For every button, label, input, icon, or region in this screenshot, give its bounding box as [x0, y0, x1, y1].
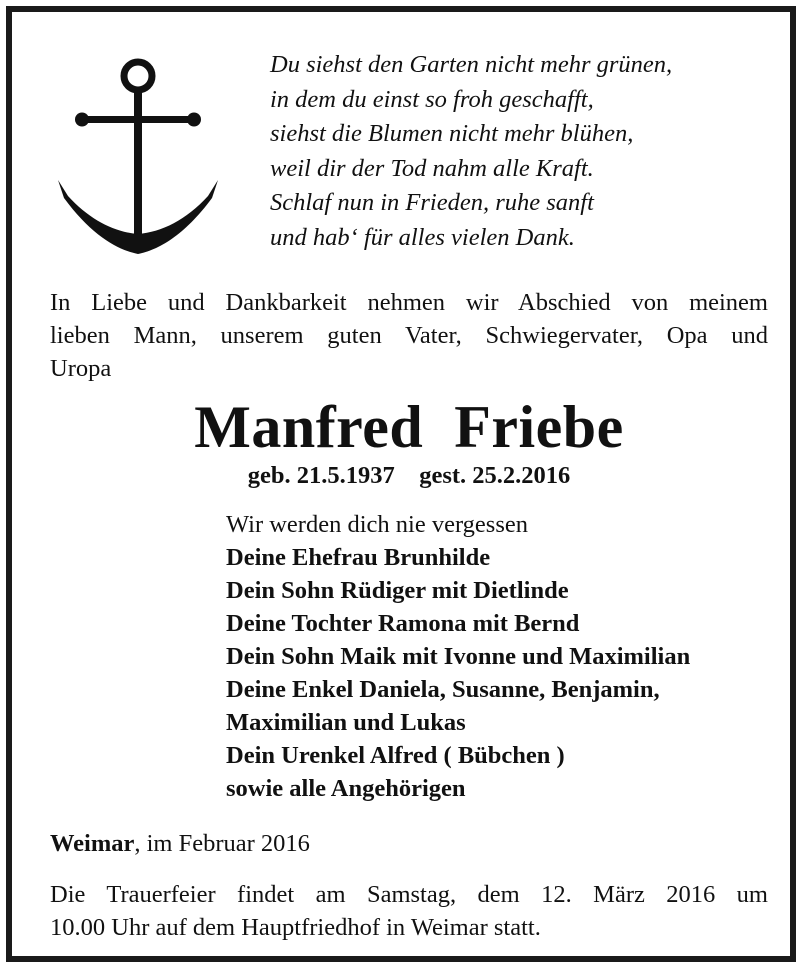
mourner-line: Deine Enkel Daniela, Susanne, Benjamin, [226, 676, 660, 703]
intro-line: lieben Mann, unserem guten Vater, Schwiegervater, Opa und [50, 322, 768, 349]
anchor-icon [52, 48, 222, 258]
mourner-line: Deine Tochter Ramona mit Bernd [226, 610, 580, 637]
poem-line: und hab‘ für alles vielen Dank. [270, 223, 575, 251]
poem-line: siehst die Blumen nicht mehr blühen, [270, 120, 634, 147]
intro-line: Uropa [50, 355, 112, 382]
mourner-line: Dein Sohn Rüdiger mit Dietlinde [226, 577, 569, 604]
place-date: , im Februar 2016 [134, 830, 310, 857]
service-line: Die Trauerfeier findet am Samstag, dem 12. März 2016 um [50, 881, 768, 908]
mourners-block [226, 508, 786, 805]
mourner-line: Deine Ehefrau Brunhilde [226, 544, 491, 571]
obituary-notice [6, 6, 796, 962]
service-line: 10.00 Uhr auf dem Hauptfriedhof in Weimar statt. [50, 914, 541, 941]
poem-line: weil dir der Tod nahm alle Kraft. [270, 154, 594, 182]
mourner-line: Maximilian und Lukas [226, 709, 466, 736]
funeral-service-info [50, 878, 768, 944]
poem-line: Du siehst den Garten nicht mehr grünen, [270, 51, 673, 78]
mourner-line: sowie alle Angehörigen [226, 775, 466, 802]
motto-line: Wir werden dich nie vergessen [226, 511, 528, 538]
poem-line: Schlaf nun in Frieden, ruhe sanft [270, 189, 594, 216]
mourner-line: Dein Sohn Maik mit Ivonne und Maximilian [226, 643, 691, 670]
poem-line: in dem du einst so froh geschafft, [270, 85, 594, 113]
mourner-line: Dein Urenkel Alfred ( Bübchen ) [226, 742, 565, 769]
place-city: Weimar [50, 830, 135, 857]
deceased-name: Manfred Friebe [194, 394, 624, 460]
intro-line: In Liebe und Dankbarkeit nehmen wir Abschied von meinem [50, 289, 768, 316]
place-and-date [50, 828, 768, 860]
memorial-poem [270, 48, 770, 255]
farewell-intro [50, 286, 768, 385]
life-dates: geb. 21.5.1937 gest. 25.2.2016 [247, 462, 571, 489]
